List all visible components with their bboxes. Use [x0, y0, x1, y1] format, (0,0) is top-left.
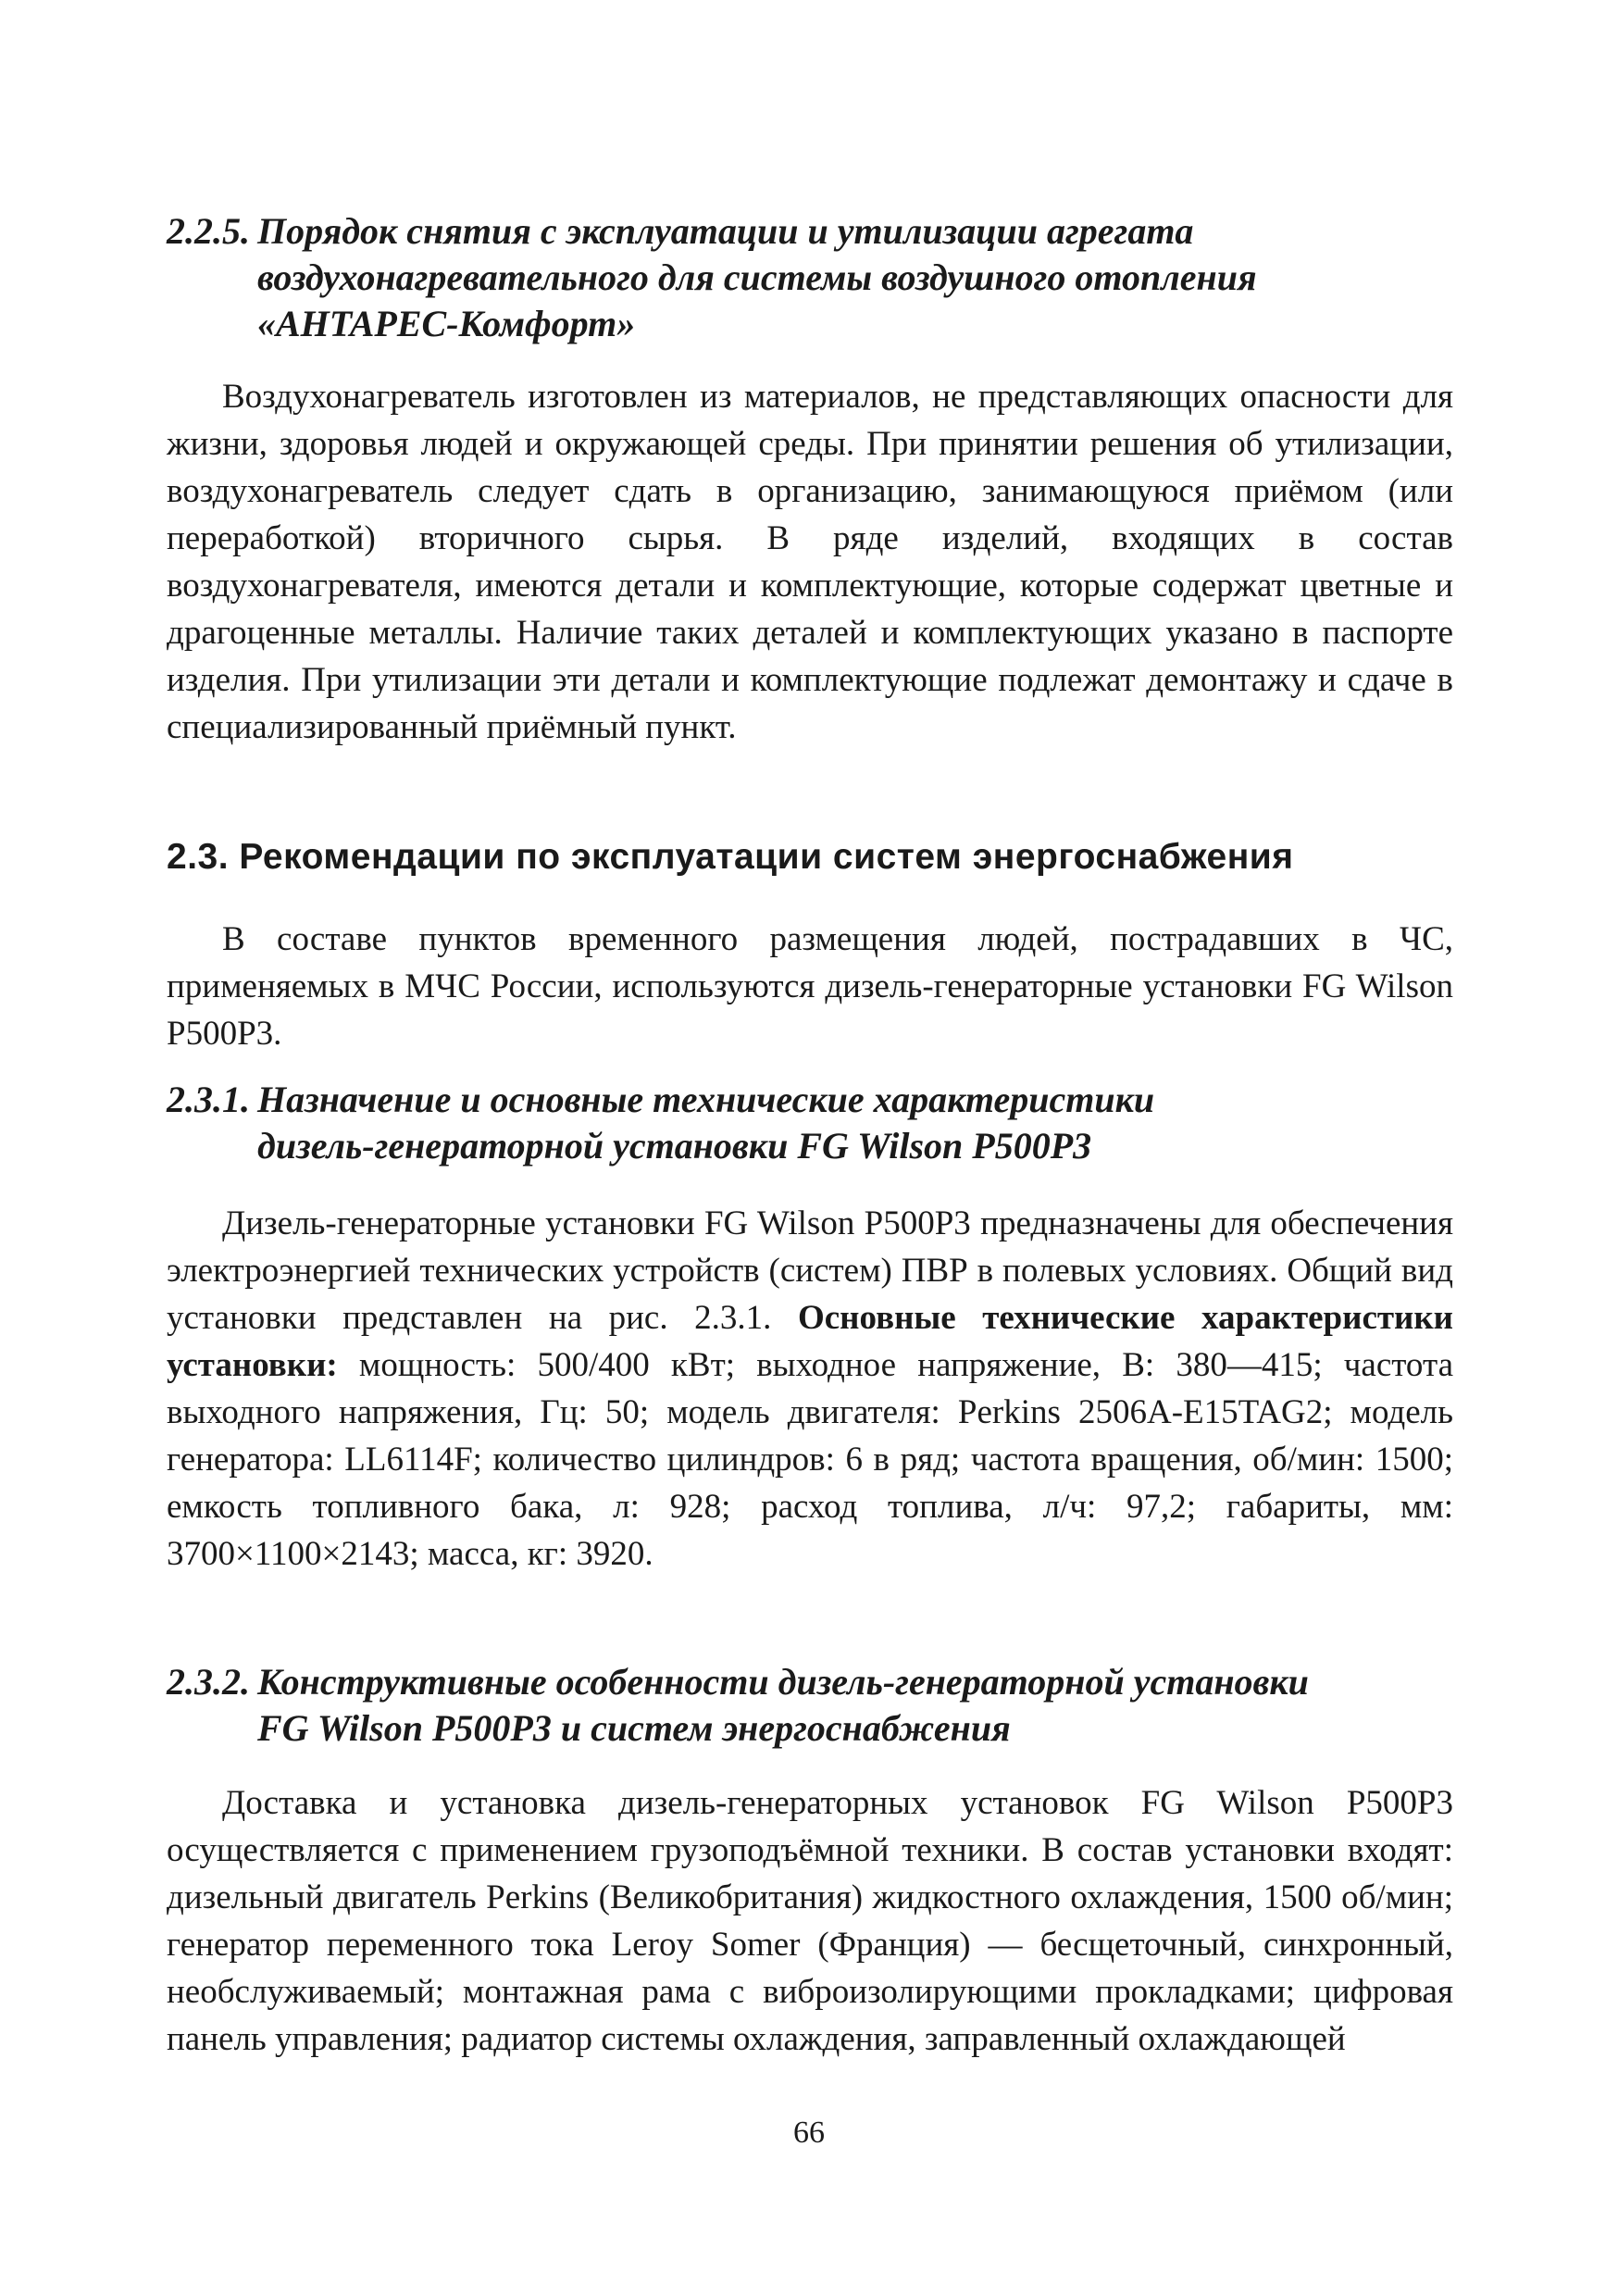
section-2-3-2-paragraph: Доставка и установка дизель-генераторных установок FG Wilson P500P3 осуществляется с применением грузоподъёмной техники. В состав установки входят: дизельный двигатель Perkins (Великобритания) жидкостного охлаждения, 1500 об/мин; генератор переменного тока Leroy Somer (Франция) — бесщеточный, синхронный, необслуживаемый; монтажная рама с виброизолирующими прокладками; цифровая панель управления; радиатор системы охлаждения, заправленный охлаждающей [167, 1784, 1453, 2058]
page-number: 66 [793, 2115, 825, 2150]
heading-line-2: FG Wilson P500P3 и систем энергоснабжения [257, 1707, 1011, 1749]
section-2-2-5-heading [167, 208, 1453, 347]
section-2-2-5-paragraph: Воздухонагреватель изготовлен из материалов, не представляющих опасности для жизни, здоровья людей и окружающей среды. При принятии решения об утилизации, воздухонагреватель следует сдать в организацию, занимающуюся приёмом (или переработкой) вторичного сырья. В ряде изделий, входящих в состав воздухонагревателя, имеются детали и комплектующие, которые содержат цветные и драгоценные металлы. Наличие таких деталей и комплектующих указано в паспорте изделия. При утилизации эти детали и комплектующие подлежат демонтажу и сдаче в специализированный приёмный пункт. [167, 378, 1453, 746]
section-number: 2.2.5. [167, 210, 250, 252]
section-number: 2.3.1. [167, 1079, 250, 1120]
paragraph-text-end: мощность: 500/400 кВт; выходное напряжение, В: 380—415; частота выходного напряжения, Гц: 50; модель двигателя: Perkins 2506A-E15TAG2; модель генератора: LL6114F; количество цилиндров: 6 в ряд; частота вращения, об/мин: 1500; емкость топливного бака, л: 928; расход топлива, л/ч: 97,2; габариты, мм: 3700×1100×2143; масса, кг: 3920. [167, 1346, 1453, 1573]
section-2-3-1-paragraph [167, 1200, 1453, 1578]
section-2-3-heading: 2.3. Рекомендации по эксплуатации систем энергоснабжения [167, 837, 1294, 877]
heading-line-3: «АНТАРЕС-Комфорт» [257, 303, 636, 344]
section-2-3-2-heading [167, 1659, 1453, 1752]
heading-line-2: воздухонагревательного для системы воздушного отопления [257, 256, 1257, 298]
section-2-3-paragraph: В составе пунктов временного размещения людей, пострадавших в ЧС, применяемых в МЧС России, используются дизель-генераторные установки FG Wilson P500P3. [167, 920, 1453, 1053]
paragraph-bold-text: Основные технические характеристики установки: [167, 1299, 1453, 1384]
section-number: 2.3.2. [167, 1661, 250, 1703]
heading-line-1: Назначение и основные технические характеристики [257, 1079, 1155, 1120]
section-2-3-1-heading [167, 1077, 1453, 1169]
heading-line-1: Конструктивные особенности дизель-генераторной установки [257, 1661, 1309, 1703]
paragraph-text-start: Дизель-генераторные установки FG Wilson P500P3 предназначены для обеспечения электроэнергией технических устройств (систем) ПВР в полевых условиях. Общий вид установки представлен на рис. 2.3.1. [167, 1204, 1453, 1337]
heading-line-1: Порядок снятия с эксплуатации и утилизации агрегата [257, 210, 1194, 252]
heading-line-2: дизель-генераторной установки FG Wilson P500P3 [257, 1125, 1092, 1167]
